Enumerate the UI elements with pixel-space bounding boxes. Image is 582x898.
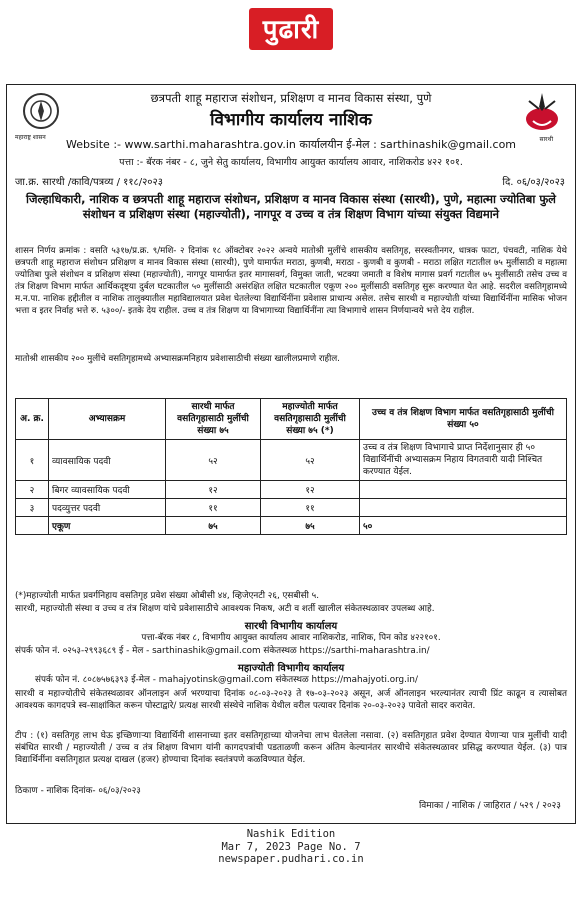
row3-mahajyoti: ११ xyxy=(261,499,360,517)
row2-sarthi: १२ xyxy=(166,481,261,499)
header-sarthi: सारथी मार्फत वसतिगृहासाठी मुलींची संख्या ७५ xyxy=(166,399,261,440)
sarthi-office-address: पत्ता-बॅरक नंबर ८, विभागीय आयुक्त कार्यालय आवार नाशिकरोड, नाशिक, पिन कोड ४२२१०१. xyxy=(141,633,441,643)
mahajyoti-office-title: महाज्योती विभागीय कार्यालय xyxy=(237,663,345,674)
table-row xyxy=(16,481,567,499)
header-mahajyoti: महाज्योती मार्फत वसतिगृहासाठी मुलींची संख्या ७५ (*) xyxy=(261,399,360,440)
row2-sr: २ xyxy=(16,481,49,499)
row3-sr: ३ xyxy=(16,499,49,517)
row2-hte xyxy=(360,481,567,499)
total-hte: ५० xyxy=(360,517,567,535)
edition-date-page: Mar 7, 2023 Page No. 7 xyxy=(221,840,361,853)
row1-sr: १ xyxy=(16,440,49,481)
table-row xyxy=(16,499,567,517)
category-note: (*)महाज्योती मार्फत प्रवर्गनिहाय वसतिगृह प्रवेश संख्या ओबीसी ४४, व्हिजेएनटी २६, एसबीसी ५. xyxy=(15,591,320,601)
notice-title: जिल्हाधिकारी, नाशिक व छत्रपती शाहू महाराज संशोधन, प्रशिक्षण व मानव विकास संस्था (सारथी), पुणे, महात्मा ज्योतिबा फुले संशोधन व प्रशिक्षण संस्था (महाज्योती), नागपूर व उच्च व तंत्र शिक्षण विभाग यांच्या संयुक्त विद्यमाने xyxy=(26,192,556,221)
row1-mahajyoti: ५२ xyxy=(261,440,360,481)
edition-info xyxy=(0,828,582,866)
place-date: ठिकाण - नाशिक दिनांक- ०६/०३/२०२३ xyxy=(15,786,141,796)
table-total-row xyxy=(16,517,567,535)
total-sarthi: ७५ xyxy=(166,517,261,535)
office-address: पत्ता :- बॅरक नंबर - ८, जुने सेतु कार्यालय, विभागीय आयुक्त कार्यालय आवार, नाशिकरोड ४२२ १०१. xyxy=(119,157,463,168)
table-header-row xyxy=(16,399,567,440)
newspaper-masthead xyxy=(0,8,582,50)
admission-table xyxy=(15,398,567,535)
total-mahajyoti: ७५ xyxy=(261,517,360,535)
sarthi-office-title: सारथी विभागीय कार्यालय xyxy=(244,621,338,632)
reference-number: जा.क्र. सारथी /कावि/पत्रव्य / ११८/२०२३ xyxy=(15,177,163,188)
ad-code: विमाका / नाशिक / जाहिरात / ५२९ / २०२३ xyxy=(418,801,561,811)
note-paragraph: टीप : (१) वसतिगृह लाभ घेऊ इच्छिणाऱ्या विद्यार्थिनी शासनाच्या इतर वसतिगृहाच्या योजनेचा लाभ घेतलेला नसावा. (२) वसतिगृहात प्रवेश देण्यात येणाऱ्या पात्र मुलींची यादी संबंधित सारथी / महाज्योती / उच्च व तंत्र शिक्षण विभाग यांनी कागदपत्रांची पडताळणी करून अंतिम केल्यानंतर सारथीचे संकेतस्थळावर प्रसिद्ध करण्यात येईल. (३) पात्र विद्यार्थिनींना वसतिगृहात प्रत्यक्ष दाखल (हजर) होण्याचा दिनांक स्वतंत्रपणे कळविण्यात येईल. xyxy=(15,731,567,765)
header-course: अभ्यासक्रम xyxy=(49,399,166,440)
row3-hte xyxy=(360,499,567,517)
total-label: एकूण xyxy=(49,517,166,535)
website-email-line: Website :- www.sarthi.maharashtra.gov.in कार्यालयीन ई-मेल : sarthinashik@gmail.com xyxy=(65,138,517,151)
row1-course: व्यावसायिक पदवी xyxy=(49,440,166,481)
notice-date: दि. ०६/०३/२०२३ xyxy=(502,177,565,188)
row2-mahajyoti: १२ xyxy=(261,481,360,499)
rules-line: सारथी, महाज्योती संस्था व उच्च व तंत्र शिक्षण यांचे प्रवेशासाठीचे आवश्यक निकष, अटी व शर्ती खालील संकेतस्थळावर उपलब्ध आहे. xyxy=(15,604,435,614)
sarthi-office-contact: संपर्क फोन नं. ०२५३-२९९३६८९ ई - मेल - sarthinashik@gmail.com संकेतस्थळ https://sarthi-maharashtra.in/ xyxy=(15,646,430,656)
mahajyoti-office-contact: संपर्क फोन नं. ८०८७५७६३९३ ई-मेल - mahajyotinsk@gmail.com संकेतस्थळ https://mahajyoti.org.in/ xyxy=(35,675,418,685)
edition-site: newspaper.pudhari.co.in xyxy=(218,853,364,865)
table-row xyxy=(16,440,567,481)
emblem-caption: महाराष्ट्र शासन xyxy=(15,134,46,141)
capacity-line: मातोश्री शासकीय २०० मुलींचे वसतिगृहामध्ये अभ्यासक्रमनिहाय प्रवेशासाठीची संख्या खालीलप्रमाणे राहील. xyxy=(15,354,340,364)
header-hte: उच्च व तंत्र शिक्षण विभाग मार्फत वसतिगृहासाठी मुलींची संख्या ५० xyxy=(360,399,567,440)
mascot-caption: सारथी xyxy=(539,136,553,143)
header-sr: अ. क्र. xyxy=(16,399,49,440)
row3-sarthi: ११ xyxy=(166,499,261,517)
intro-paragraph: शासन निर्णय क्रमांक : वसति ५३१७/प्र.क्र. ९/मशि- २ दिनांक १८ ऑक्टोबर २०२२ अन्वये मातोश्री मुलींचे शासकीय वसतिगृह, सरस्वतीनगर, धात्रक फाटा, पंचवटी, नाशिक येथे छत्रपती शाहू महाराज संशोधन प्रशिक्षण व मानव विकास संस्था (सारथी), पुणे यामार्फत मराठा, कुणबी, मराठा - कुणबी व कुणबी - मराठा लक्षित गटातील ७५ मुलींसाठी व महात्मा ज्योतिबा फुले संशोधन व प्रशिक्षण संस्था (महाज्योती), नागपूर यामार्फत इतर मागासवर्ग, विमुक्त जाती, भटक्या जमाती व विशेष मागास प्रवर्ग गटातील ७५ मुलींसाठी तसेच उच्च व तंत्र शिक्षण विभाग मार्फत आर्थिकदृष्ट्या दुर्बल घटकातील ५० मुलींसाठी असंरक्षित लक्षित घटकातील एकूण २०० मुलींसाठी वसतिगृह सुरू करण्यात येत आहे. सदरील वसतिगृहामध्ये म.न.पा. नाशिक हद्दीतील व नाशिक तालुक्यातील महाविद्यालयात प्रवेश घेतलेल्या विद्यार्थिनींना प्रवेशास प्राधान्य असेल. तसेच सारथी व महाज्योती यांच्या विद्यार्थिनींना मासिक भोजन भत्ता व इतर निर्वाह भत्ते रु. ५३००/- इतके देय राहील. उच्च व तंत्र शिक्षण या विभागाच्या विद्यार्थिनींना त्या विभागाचे शासन निर्णयान्वये भत्ते देय राहील. xyxy=(15,246,567,316)
pudhari-logo: पुढारी xyxy=(249,8,334,50)
apply-paragraph: सारथी व महाज्योतीचे संकेतस्थळावर ऑनलाइन अर्ज भरण्याचा दिनांक ०८-०३-२०२३ ते १७-०३-२०२३ असून, अर्ज ऑनलाइन भरल्यानंतर त्याची प्रिंट काढून व त्यासोबत आवश्यक कागदपत्रे स्व-साक्षांकित करून पोस्टाद्वारे/ प्रत्यक्ष सारथी संस्थेचे नाशिक येथील वरील पत्यावर दिनांक २०-०३-२०२३ पावेतो सादर करावेत. xyxy=(15,689,567,711)
edition-name: Nashik Edition xyxy=(246,828,336,840)
office-title: विभागीय कार्यालय नाशिक xyxy=(210,110,372,130)
org-name: छत्रपती शाहू महाराज संशोधन, प्रशिक्षण व मानव विकास संस्था, पुणे xyxy=(150,91,432,105)
row1-hte: उच्च व तंत्र शिक्षण विभागाचे प्राप्त निर्देशानुसार ही ५० विद्यार्थिनींची अभ्यासक्रम निहाय विगतवारी यादी निश्चित करण्यात येईल. xyxy=(360,440,567,481)
advertisement-box xyxy=(6,84,576,824)
row2-course: बिगर व्यावसायिक पदवी xyxy=(49,481,166,499)
row1-sarthi: ५२ xyxy=(166,440,261,481)
row3-course: पदव्युत्तर पदवी xyxy=(49,499,166,517)
